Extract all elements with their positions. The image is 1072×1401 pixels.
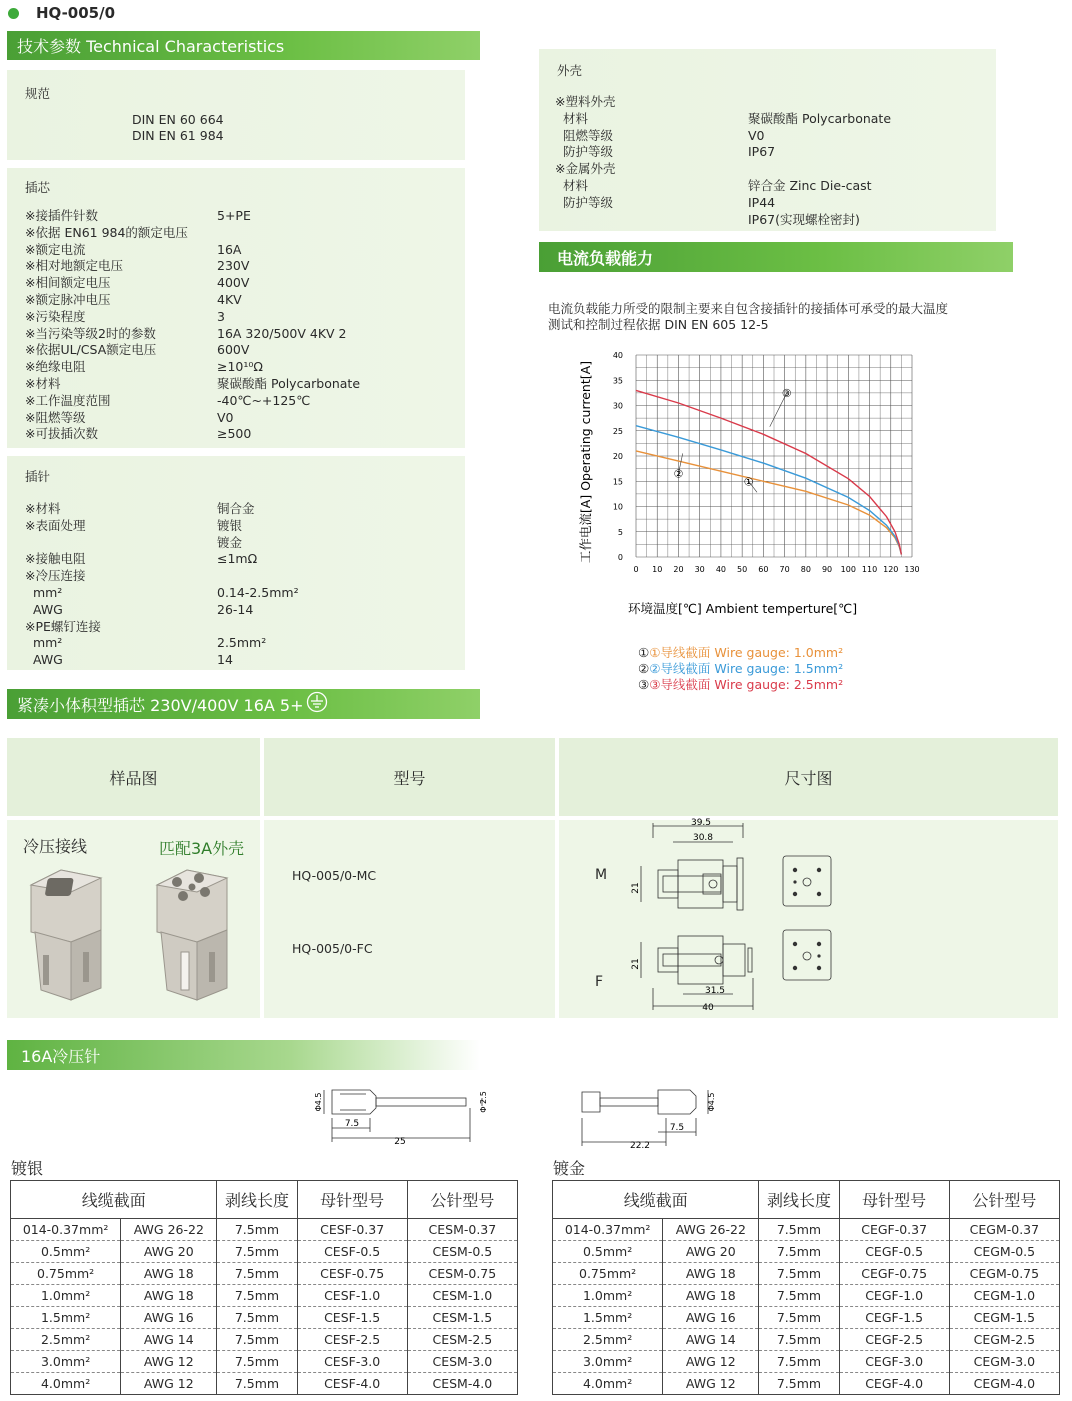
model-fc: HQ-005/0-FC — [292, 941, 373, 956]
gold-pin-table — [552, 1180, 1060, 1395]
housing-value: IP67 — [748, 144, 776, 160]
table-cell: 2.5mm² — [553, 1329, 663, 1351]
table-row — [553, 1329, 1060, 1351]
pin-value: 26-14 — [217, 601, 254, 617]
table-cell: 4.0mm² — [11, 1373, 121, 1395]
table-row — [553, 1373, 1060, 1395]
housing-value: V0 — [748, 127, 765, 143]
table-cell: 7.5mm — [759, 1285, 839, 1307]
standard-line: DIN EN 61 984 — [132, 128, 224, 143]
insert-value: -40℃~+125℃ — [217, 392, 311, 408]
x-tick-label: 100 — [840, 565, 856, 574]
table-cell: CEGF-1.0 — [839, 1285, 949, 1307]
x-tick-label: 30 — [694, 565, 705, 574]
table-cell: AWG 14 — [663, 1329, 759, 1351]
x-axis-label: 环境温度[℃] Ambient temperture[℃] — [628, 601, 858, 616]
compact-bar-label: 紧凑小体积型插芯 230V/400V 16A 5+ — [17, 695, 304, 715]
table-cell: CEGM-0.37 — [949, 1219, 1059, 1241]
pin-value: 0.14-2.5mm² — [217, 585, 299, 600]
pin-key: ※表面处理 — [25, 517, 86, 533]
insert-key: ※相间额定电压 — [25, 275, 111, 291]
series-marker-1: ① — [743, 475, 754, 489]
dim-label-m: M — [595, 867, 608, 883]
pin-panel — [7, 456, 465, 670]
compact-insert-bar — [7, 689, 480, 719]
table-cell: 4.0mm² — [553, 1373, 663, 1395]
table-cell: 7.5mm — [217, 1373, 297, 1395]
x-tick-label: 120 — [883, 565, 899, 574]
pin-key: ※接触电阻 — [25, 551, 86, 567]
col-sample-header: 样品图 — [7, 738, 260, 816]
table-row — [553, 1351, 1060, 1373]
table-cell: AWG 18 — [663, 1285, 759, 1307]
pin-value: 14 — [217, 652, 233, 668]
insert-key: ※依据 EN61 984的额定电压 — [25, 224, 188, 240]
table-cell: CESM-2.5 — [407, 1329, 517, 1351]
table-cell: CESM-1.0 — [407, 1285, 517, 1307]
table-cell: CESM-0.37 — [407, 1219, 517, 1241]
table-cell: AWG 12 — [663, 1373, 759, 1395]
table-cell: AWG 20 — [663, 1241, 759, 1263]
svg-text:31.5: 31.5 — [704, 986, 726, 996]
table-cell: CESF-0.37 — [297, 1219, 407, 1241]
table-cell: 7.5mm — [217, 1263, 297, 1285]
table-cell: CESF-1.5 — [297, 1307, 407, 1329]
product-table — [7, 738, 1058, 1018]
pin-value: 2.5mm² — [217, 635, 267, 651]
table-cell: 7.5mm — [217, 1285, 297, 1307]
table-cell: 0.75mm² — [553, 1263, 663, 1285]
y-tick-label: 25 — [612, 426, 623, 436]
table-cell: 7.5mm — [217, 1241, 297, 1263]
table-cell: 7.5mm — [759, 1219, 839, 1241]
insert-value: 16A 320/500V 4KV 2 — [217, 325, 347, 341]
table-cell: 7.5mm — [759, 1307, 839, 1329]
table-cell: AWG 26-22 — [121, 1219, 217, 1241]
connector-female-image — [157, 870, 227, 1000]
housing-value: IP67(实现螺栓密封) — [748, 211, 860, 227]
y-tick-label: 10 — [612, 502, 623, 512]
x-tick-label: 20 — [673, 565, 684, 574]
table-cell: CESF-0.75 — [297, 1263, 407, 1285]
housing-key: ※金属外壳 — [555, 161, 616, 177]
silver-label: 镀银 — [11, 1159, 44, 1178]
insert-key: ※当污染等级2时的参数 — [25, 325, 156, 341]
x-tick-label: 90 — [821, 565, 833, 574]
table-row — [553, 1241, 1060, 1263]
table-header: 剥线长度 — [217, 1181, 297, 1219]
crimp-pin-drawings — [310, 1078, 730, 1153]
insert-heading: 插芯 — [25, 180, 51, 195]
housing-key: 材料 — [555, 178, 588, 193]
table-row — [553, 1263, 1060, 1285]
table-cell: AWG 16 — [121, 1307, 217, 1329]
pin-value: 镀银 — [217, 517, 243, 533]
housing-key: 材料 — [555, 110, 588, 126]
table-cell: CEGM-3.0 — [949, 1351, 1059, 1373]
insert-key: ※污染程度 — [25, 308, 86, 324]
gold-label: 镀金 — [553, 1159, 586, 1178]
model-cell — [264, 820, 555, 1018]
ground-symbol-icon — [306, 691, 328, 717]
table-cell: 7.5mm — [759, 1351, 839, 1373]
table-row — [11, 1241, 518, 1263]
table-header: 剥线长度 — [759, 1181, 839, 1219]
table-cell: 7.5mm — [217, 1329, 297, 1351]
col-model-header: 型号 — [264, 738, 555, 816]
table-cell: CEGM-0.5 — [949, 1241, 1059, 1263]
table-cell: 2.5mm² — [11, 1329, 121, 1351]
insert-key: ※额定电流 — [25, 241, 86, 257]
connector-male-image — [31, 870, 101, 1000]
svg-text:7.5: 7.5 — [344, 1119, 360, 1129]
table-cell: CEGF-3.0 — [839, 1351, 949, 1373]
table-header: 线缆截面 — [553, 1181, 759, 1219]
table-cell: CEGF-0.75 — [839, 1263, 949, 1285]
table-cell: CESF-0.5 — [297, 1241, 407, 1263]
standard-panel — [7, 70, 465, 160]
svg-text:39.5: 39.5 — [690, 818, 712, 828]
y-tick-label: 40 — [612, 351, 623, 360]
table-cell: CEGM-0.75 — [949, 1263, 1059, 1285]
dim-label-f: F — [595, 974, 604, 990]
table-cell: CEGM-2.5 — [949, 1329, 1059, 1351]
title-bullet-icon — [8, 8, 19, 19]
insert-value: 5+PE — [217, 208, 251, 223]
current-description — [548, 301, 948, 333]
housing-heading: 外壳 — [557, 63, 583, 78]
svg-text:Φ 2.5: Φ 2.5 — [479, 1091, 488, 1113]
table-header: 母针型号 — [839, 1181, 949, 1219]
table-header: 母针型号 — [297, 1181, 407, 1219]
table-cell: CESF-1.0 — [297, 1285, 407, 1307]
housing-key: 防护等级 — [555, 144, 613, 160]
table-cell: AWG 18 — [121, 1285, 217, 1307]
insert-value: V0 — [217, 409, 234, 425]
table-cell: AWG 14 — [121, 1329, 217, 1351]
series-line-1 — [636, 451, 901, 555]
table-cell: 3.0mm² — [11, 1351, 121, 1373]
table-cell: AWG 18 — [121, 1263, 217, 1285]
pin-key: ※冷压连接 — [25, 568, 86, 584]
housing-key: 阻燃等级 — [555, 127, 613, 143]
table-row — [11, 1329, 518, 1351]
x-tick-label: 10 — [652, 565, 663, 574]
crimp-pin-bar: 16A冷压针 — [7, 1040, 480, 1070]
table-cell: 014-0.37mm² — [553, 1219, 663, 1241]
table-cell: CESF-2.5 — [297, 1329, 407, 1351]
insert-panel — [7, 168, 465, 448]
dimension-drawing — [623, 818, 843, 1013]
insert-value: 聚碳酸酯 Polycarbonate — [217, 376, 361, 391]
table-cell: CEGM-4.0 — [949, 1373, 1059, 1395]
table-cell: AWG 12 — [121, 1351, 217, 1373]
svg-text:Φ4.5: Φ4.5 — [707, 1092, 716, 1112]
table-cell: AWG 12 — [121, 1373, 217, 1395]
x-tick-label: 80 — [800, 565, 811, 574]
table-row — [11, 1285, 518, 1307]
table-cell: 1.0mm² — [553, 1285, 663, 1307]
table-row — [11, 1263, 518, 1285]
pin-key: ※材料 — [25, 501, 61, 516]
table-cell: 0.5mm² — [553, 1241, 663, 1263]
table-cell: CESM-3.0 — [407, 1351, 517, 1373]
tech-characteristics-bar: 技术参数 Technical Characteristics — [7, 31, 480, 60]
table-row — [11, 1373, 518, 1395]
insert-value: 400V — [217, 275, 250, 291]
table-cell: AWG 12 — [663, 1351, 759, 1373]
y-tick-label: 30 — [612, 401, 623, 411]
svg-text:7.5: 7.5 — [669, 1123, 685, 1133]
table-header: 线缆截面 — [11, 1181, 217, 1219]
table-cell: 1.5mm² — [553, 1307, 663, 1329]
pin-value: ≤1mΩ — [217, 551, 258, 567]
table-cell: AWG 16 — [663, 1307, 759, 1329]
col-dim-header: 尺寸图 — [559, 738, 1058, 816]
table-row — [11, 1307, 518, 1329]
insert-value: 600V — [217, 342, 250, 358]
y-tick-label: 15 — [612, 477, 623, 487]
table-cell: AWG 26-22 — [663, 1219, 759, 1241]
table-cell: 1.5mm² — [11, 1307, 121, 1329]
page-title: HQ-005/0 — [36, 4, 116, 22]
current-desc-line: 测试和控制过程依据 DIN EN 605 12-5 — [548, 317, 769, 332]
svg-text:Φ4.5: Φ4.5 — [314, 1092, 323, 1112]
svg-text:22.2: 22.2 — [629, 1141, 651, 1151]
table-cell: 7.5mm — [759, 1373, 839, 1395]
table-cell: 7.5mm — [217, 1351, 297, 1373]
insert-key: ※阻燃等级 — [25, 409, 86, 425]
housing-value: IP44 — [748, 194, 776, 210]
table-row — [11, 1351, 518, 1373]
svg-text:21: 21 — [631, 882, 641, 894]
y-tick-label: 5 — [617, 527, 623, 537]
model-mc: HQ-005/0-MC — [292, 868, 377, 883]
match-housing-label: 匹配3A外壳 — [159, 839, 245, 858]
standard-line: DIN EN 60 664 — [132, 112, 224, 127]
y-tick-label: 20 — [612, 452, 623, 461]
housing-panel — [539, 49, 996, 231]
x-tick-label: 110 — [861, 565, 878, 574]
pin-key: ※PE螺钉连接 — [25, 618, 101, 634]
insert-value: ≥500 — [217, 426, 252, 442]
x-tick-label: 40 — [715, 565, 727, 574]
pin-heading: 插针 — [25, 469, 51, 484]
pin-value: 铜合金 — [217, 501, 255, 516]
table-cell: CEGF-0.5 — [839, 1241, 949, 1263]
series-marker-3: ③ — [781, 386, 792, 400]
table-header: 公针型号 — [949, 1181, 1059, 1219]
x-tick-label: 0 — [633, 565, 639, 574]
table-cell: CEGF-0.37 — [839, 1219, 949, 1241]
insert-key: ※接插件针数 — [25, 208, 98, 223]
x-tick-label: 50 — [737, 565, 748, 574]
table-cell: CEGM-1.0 — [949, 1285, 1059, 1307]
x-tick-label: 130 — [904, 565, 920, 574]
x-tick-label: 60 — [758, 565, 769, 574]
table-cell: 7.5mm — [759, 1241, 839, 1263]
insert-key: ※材料 — [25, 376, 61, 391]
insert-key: ※绝缘电阻 — [25, 359, 86, 375]
connector-photo — [21, 860, 251, 1010]
y-tick-label: 35 — [612, 376, 623, 386]
pin-key: mm² — [25, 635, 63, 651]
table-cell: CESF-3.0 — [297, 1351, 407, 1373]
x-tick-label: 70 — [779, 565, 790, 574]
table-cell: CESM-4.0 — [407, 1373, 517, 1395]
insert-value: 4KV — [217, 292, 242, 307]
svg-text:21: 21 — [631, 958, 641, 970]
table-cell: AWG 18 — [663, 1263, 759, 1285]
svg-text:40: 40 — [702, 1003, 714, 1013]
y-axis-label: 工作电流[A] Operating current[A] — [578, 360, 593, 564]
table-cell: CESF-4.0 — [297, 1373, 407, 1395]
table-cell: AWG 20 — [121, 1241, 217, 1263]
silver-pin-table — [10, 1180, 518, 1395]
current-desc-line: 电流负载能力所受的限制主要来自包含接插针的接插体可承受的最大温度 — [548, 301, 949, 316]
table-cell: CEGF-4.0 — [839, 1373, 949, 1395]
table-cell: 7.5mm — [217, 1307, 297, 1329]
insert-key: ※额定脉冲电压 — [25, 292, 111, 307]
insert-key: ※依据UL/CSA额定电压 — [25, 342, 157, 358]
table-cell: CESM-1.5 — [407, 1307, 517, 1329]
table-cell: 0.5mm² — [11, 1241, 121, 1263]
legend-item-3: ③③导线截面 Wire gauge: 2.5mm² — [638, 677, 844, 692]
pin-key: AWG — [25, 601, 63, 617]
svg-text:30.8: 30.8 — [692, 833, 714, 843]
insert-value: 230V — [217, 258, 250, 274]
current-capacity-bar: 电流负载能力 — [539, 242, 1013, 272]
table-cell: 0.75mm² — [11, 1263, 121, 1285]
insert-value: 3 — [217, 308, 225, 324]
pin-value: 镀金 — [217, 534, 243, 550]
table-row — [553, 1285, 1060, 1307]
table-cell: CEGF-2.5 — [839, 1329, 949, 1351]
table-header: 公针型号 — [407, 1181, 517, 1219]
y-tick-label: 0 — [617, 553, 623, 562]
insert-key: ※可拔插次数 — [25, 426, 98, 442]
standard-heading: 规范 — [25, 86, 51, 101]
table-row — [553, 1219, 1060, 1241]
housing-value: 聚碳酸酯 Polycarbonate — [748, 110, 892, 126]
table-row — [553, 1307, 1060, 1329]
current-derating-chart — [570, 345, 940, 625]
table-cell: CESM-0.75 — [407, 1263, 517, 1285]
table-cell: CEGM-1.5 — [949, 1307, 1059, 1329]
pin-key: mm² — [25, 585, 63, 600]
crimp-label: 冷压接线 — [23, 837, 88, 856]
housing-key: ※塑料外壳 — [555, 94, 616, 109]
table-cell: 014-0.37mm² — [11, 1219, 121, 1241]
chart-legend — [638, 645, 843, 693]
insert-value: ≥10¹⁰Ω — [217, 359, 263, 375]
insert-key: ※工作温度范围 — [25, 392, 111, 408]
legend-item-1: ①①导线截面 Wire gauge: 1.0mm² — [638, 645, 844, 660]
table-cell: 7.5mm — [759, 1329, 839, 1351]
series-marker-2: ② — [673, 467, 684, 481]
pin-key: AWG — [25, 652, 63, 668]
table-cell: 3.0mm² — [553, 1351, 663, 1373]
table-cell: 7.5mm — [759, 1263, 839, 1285]
table-cell: 1.0mm² — [11, 1285, 121, 1307]
table-row — [11, 1219, 518, 1241]
housing-value: 锌合金 Zinc Die-cast — [748, 178, 872, 193]
insert-key: ※相对地额定电压 — [25, 258, 123, 274]
housing-key: 防护等级 — [555, 194, 613, 210]
insert-value: 16A — [217, 241, 242, 257]
table-cell: CEGF-1.5 — [839, 1307, 949, 1329]
table-cell: CESM-0.5 — [407, 1241, 517, 1263]
table-cell: 7.5mm — [217, 1219, 297, 1241]
legend-item-2: ②②导线截面 Wire gauge: 1.5mm² — [638, 661, 844, 676]
svg-text:25: 25 — [394, 1137, 406, 1147]
